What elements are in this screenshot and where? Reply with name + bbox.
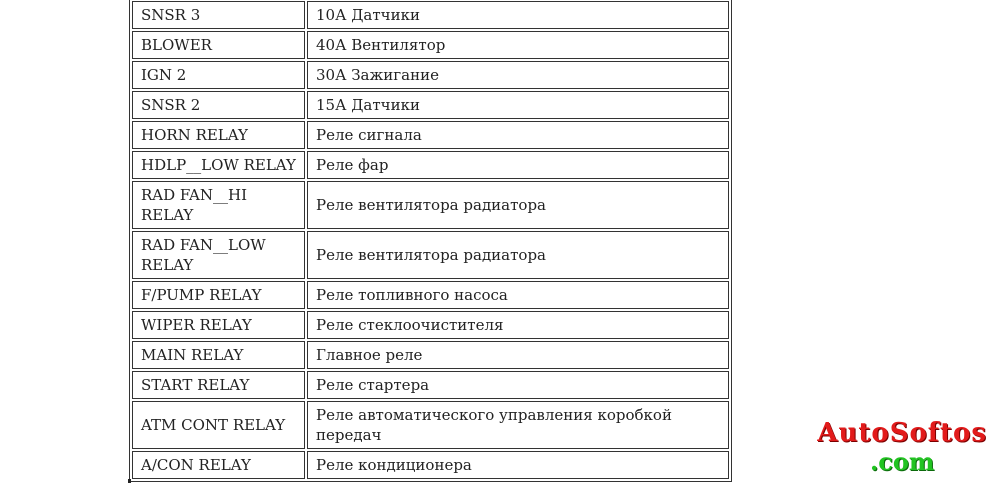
fuse-name-cell: BLOWER bbox=[132, 31, 305, 59]
table-row bbox=[132, 311, 729, 339]
relay-description-cell: Главное реле bbox=[307, 341, 729, 369]
table-row bbox=[132, 61, 729, 89]
watermark-domain-text: .com bbox=[869, 447, 935, 476]
relay-description-cell: Реле сигнала bbox=[307, 121, 729, 149]
table-row bbox=[132, 91, 729, 119]
relay-name-cell: F/PUMP RELAY bbox=[132, 281, 305, 309]
table-row bbox=[132, 451, 729, 479]
fuse-description-cell: 10А Датчики bbox=[307, 1, 729, 29]
fuse-name-cell: SNSR 2 bbox=[132, 91, 305, 119]
relay-name-cell: WIPER RELAY bbox=[132, 311, 305, 339]
table-row bbox=[132, 121, 729, 149]
table-row bbox=[132, 1, 729, 29]
relay-name-cell: A/CON RELAY bbox=[132, 451, 305, 479]
fuse-relay-table bbox=[129, 0, 732, 482]
watermark-brand-text: AutoSoftos bbox=[817, 418, 987, 448]
relay-description-cell: Реле автоматического управления коробкой передач bbox=[307, 401, 729, 449]
relay-description-cell: Реле вентилятора радиатора bbox=[307, 231, 729, 279]
fuse-name-cell: SNSR 3 bbox=[132, 1, 305, 29]
table-row bbox=[132, 181, 729, 229]
site-watermark-logo bbox=[817, 420, 987, 474]
fuse-description-cell: 40А Вентилятор bbox=[307, 31, 729, 59]
table-row bbox=[132, 281, 729, 309]
relay-description-cell: Реле вентилятора радиатора bbox=[307, 181, 729, 229]
relay-description-cell: Реле кондиционера bbox=[307, 451, 729, 479]
table-row bbox=[132, 371, 729, 399]
table-row bbox=[132, 401, 729, 449]
table-row bbox=[132, 151, 729, 179]
relay-name-cell: HDLP__LOW RELAY bbox=[132, 151, 305, 179]
relay-name-cell: ATM CONT RELAY bbox=[132, 401, 305, 449]
text-cursor-mark bbox=[128, 479, 131, 483]
relay-name-cell: HORN RELAY bbox=[132, 121, 305, 149]
fuse-name-cell: IGN 2 bbox=[132, 61, 305, 89]
table-row bbox=[132, 31, 729, 59]
relay-name-cell: RAD FAN__LOW RELAY bbox=[132, 231, 305, 279]
relay-description-cell: Реле топливного насоса bbox=[307, 281, 729, 309]
table-row bbox=[132, 231, 729, 279]
fuse-description-cell: 30А Зажигание bbox=[307, 61, 729, 89]
relay-description-cell: Реле стеклоочистителя bbox=[307, 311, 729, 339]
relay-name-cell: START RELAY bbox=[132, 371, 305, 399]
fuse-description-cell: 15А Датчики bbox=[307, 91, 729, 119]
relay-name-cell: RAD FAN__HI RELAY bbox=[132, 181, 305, 229]
relay-name-cell: MAIN RELAY bbox=[132, 341, 305, 369]
relay-description-cell: Реле фар bbox=[307, 151, 729, 179]
table-row bbox=[132, 341, 729, 369]
relay-description-cell: Реле стартера bbox=[307, 371, 729, 399]
